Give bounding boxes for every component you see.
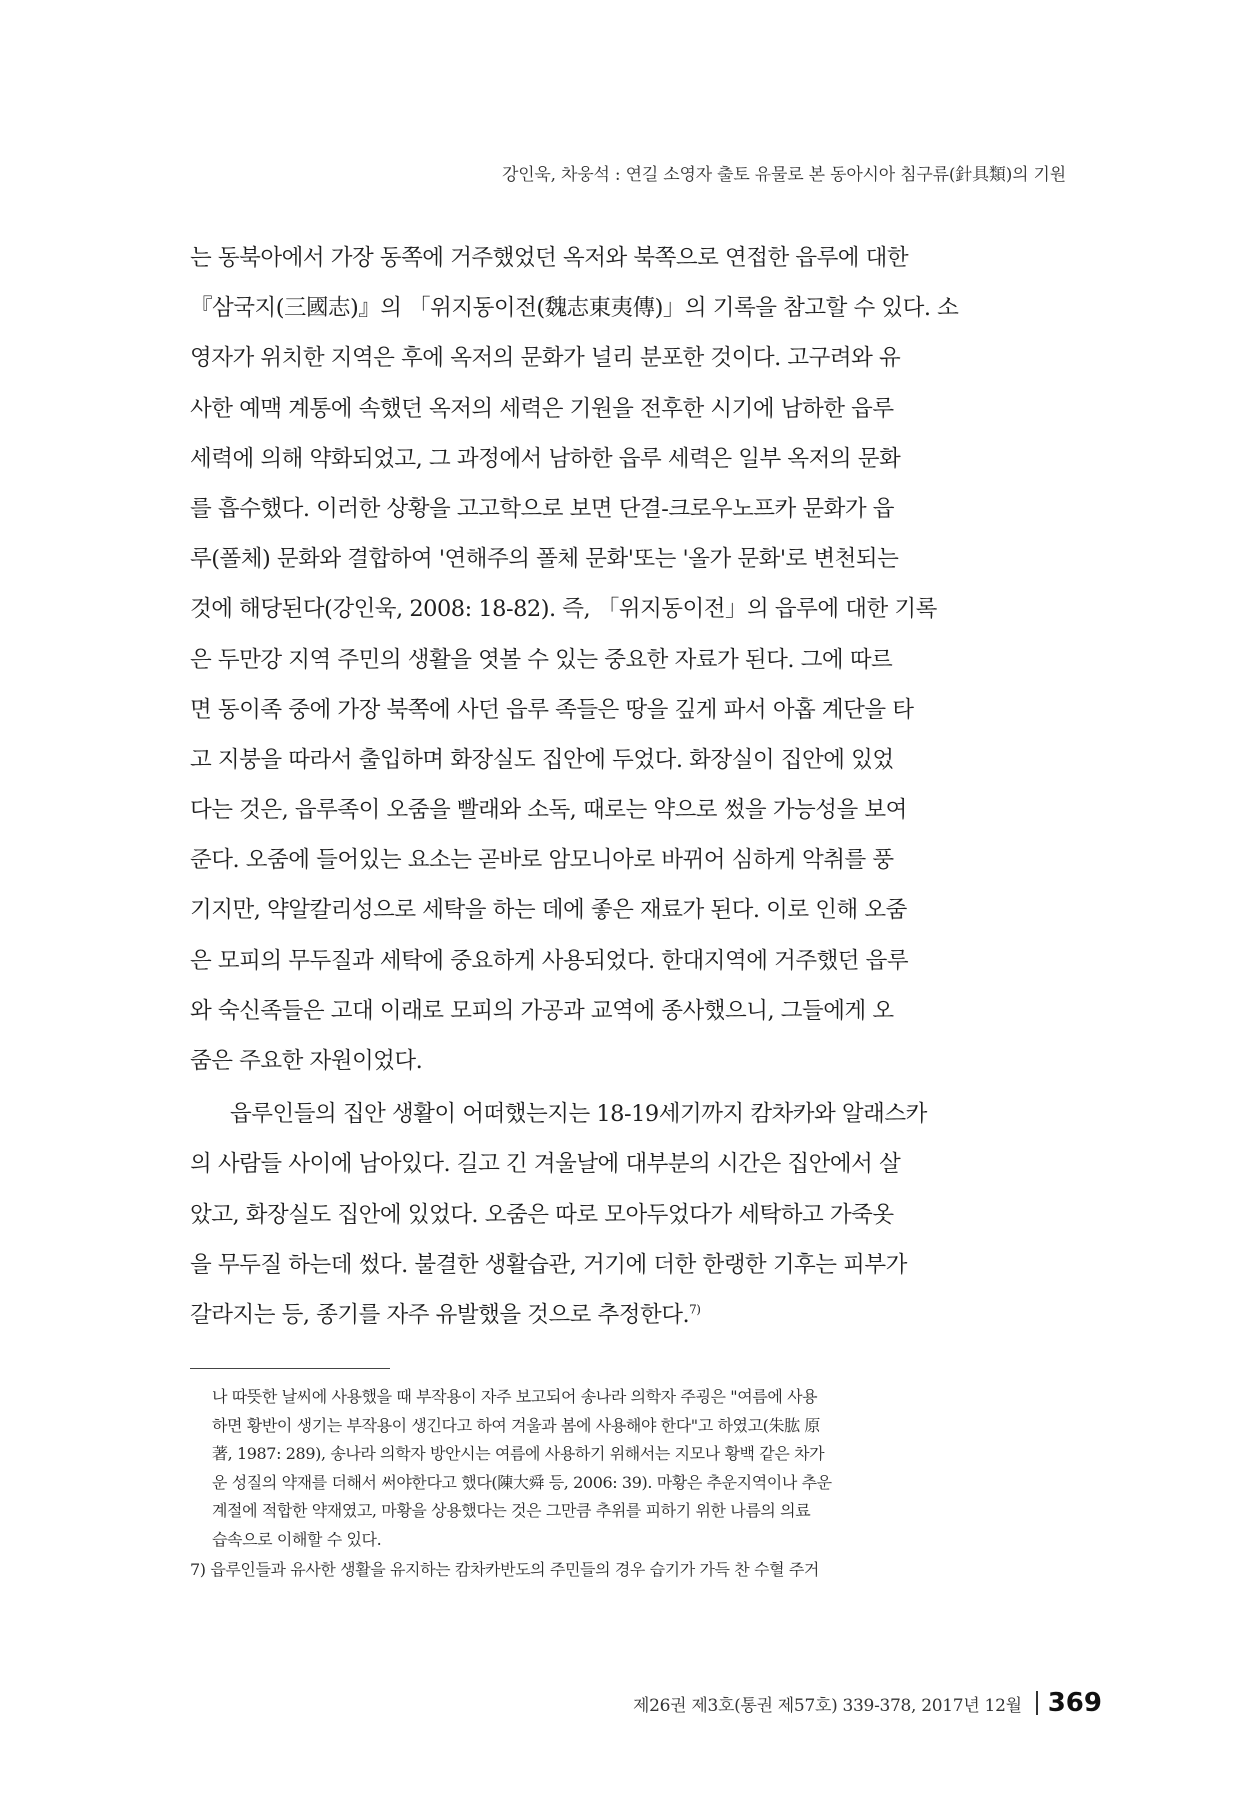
paragraph-2 [190,1089,1070,1340]
page-number: 369 [1047,1688,1102,1718]
footnote-7 [190,1556,1070,1585]
footnote-reference[interactable]: 7) [689,1302,701,1317]
text-line: 를 흡수했다. 이러한 상황을 고고학으로 보면 단결-크로우노프카 문화가 읍 [190,495,895,522]
running-head: 강인욱, 차웅석 : 연길 소영자 출토 유물로 본 동아시아 침구류(針具類)의 기원 [501,165,1066,185]
footnote-continued [190,1383,1070,1554]
footnote-line: 운 성질의 약재를 더해서 써야한다고 했다(陳大舜 등, 2006: 39). 마황은 추운지역이나 추운 [212,1472,832,1492]
text-line: 줌은 주요한 자원이었다. [190,1048,423,1074]
body-text [190,233,1070,1340]
page-footer [633,1688,1102,1718]
text-line: 면 동이족 중에 가장 북쪽에 사던 읍루 족들은 땅을 깊게 파서 아홉 계단을 타 [190,696,914,723]
footnote-marker: 7) [190,1560,206,1579]
footer-divider [1036,1691,1038,1715]
paragraph-1 [190,233,1070,1086]
footnotes [190,1383,1070,1585]
text-line: 준다. 오줌에 들어있는 요소는 곧바로 암모니아로 바뀌어 심하게 악취를 풍 [190,847,894,874]
text-line: 사한 예맥 계통에 속했던 옥저의 세력은 기원을 전후한 시기에 남하한 읍루 [190,395,894,422]
text-line: 읍루인들의 집안 생활이 어떠했는지는 18-19세기까지 캄차카와 알래스카 [230,1101,927,1128]
footnote-line: 나 따뜻한 날씨에 사용했을 때 부작용이 자주 보고되어 송나라 의학자 주굉은 "여름에 사용 [212,1387,818,1406]
footnote-line [190,1556,1070,1585]
footnote-line: 계절에 적합한 약재였고, 마황을 상용했다는 것은 그만큼 추위를 피하기 위한 나름의 의료 [212,1501,811,1520]
text-line: 는 동북아에서 가장 동쪽에 거주했었던 옥저와 북쪽으로 연접한 읍루에 대한 [190,245,909,271]
footnote-line: 습속으로 이해할 수 있다. [212,1529,382,1549]
text-line: 갈라지는 등, 종기를 자주 유발했을 것으로 추정한다. [190,1301,690,1328]
footnote-divider [190,1368,390,1369]
text-line: 것에 해당된다(강인욱, 2008: 18-82). 즉, 「위지동이전」의 읍루에 대한 기록 [190,596,937,623]
text-line-with-footnote [190,1290,1070,1340]
text-line: 루(폴체) 문화와 결합하여 '연해주의 폴체 문화'또는 '올가 문화'로 변천되는 [190,546,899,573]
text-line: 고 지붕을 따라서 출입하며 화장실도 집안에 두었다. 화장실이 집안에 있었 [190,746,894,773]
footnote-line: 하면 황반이 생기는 부작용이 생긴다고 하여 겨울과 봄에 사용해야 한다"고 하였고(朱肱 原 [212,1415,820,1435]
text-line: 영자가 위치한 지역은 후에 옥저의 문화가 널리 분포한 것이다. 고구려와 유 [190,345,901,372]
text-line: 을 무두질 하는데 썼다. 불결한 생활습관, 거기에 더한 한랭한 기후는 피부가 [190,1251,907,1278]
text-line: 은 모피의 무두질과 세탁에 중요하게 사용되었다. 한대지역에 거주했던 읍루 [190,947,909,974]
text-line: 와 숙신족들은 고대 이래로 모피의 가공과 교역에 종사했으니, 그들에게 오 [190,997,894,1024]
journal-citation: 제26권 제3호(통권 제57호) 339-378, 2017년 12월 [632,1695,1022,1716]
text-line: 의 사람들 사이에 남아있다. 길고 긴 겨울날에 대부분의 시간은 집안에서 살 [190,1151,901,1178]
footnote-text: 읍루인들과 유사한 생활을 유지하는 캄차카반도의 주민들의 경우 습기가 가득 찬 수혈 주거 [210,1560,819,1579]
text-line: 기지만, 약알칼리성으로 세탁을 하는 데에 좋은 재료가 된다. 이로 인해 오줌 [190,897,907,924]
text-line: 세력에 의해 약화되었고, 그 과정에서 남하한 읍루 세력은 일부 옥저의 문화 [190,445,901,472]
footnote-line: 著, 1987: 289), 송나라 의학자 방안시는 여름에 사용하기 위해서는 지모나 황백 같은 차가 [212,1444,825,1463]
text-line: 『삼국지(三國志)』의 「위지동이전(魏志東夷傳)」의 기록을 참고할 수 있다. 소 [190,295,959,322]
text-line: 았고, 화장실도 집안에 있었다. 오줌은 따로 모아두었다가 세탁하고 가죽옷 [190,1201,894,1228]
text-line: 다는 것은, 읍루족이 오줌을 빨래와 소독, 때로는 약으로 썼을 가능성을 보여 [190,797,907,824]
text-line: 은 두만강 지역 주민의 생활을 엿볼 수 있는 중요한 자료가 된다. 그에 따르 [190,646,893,673]
